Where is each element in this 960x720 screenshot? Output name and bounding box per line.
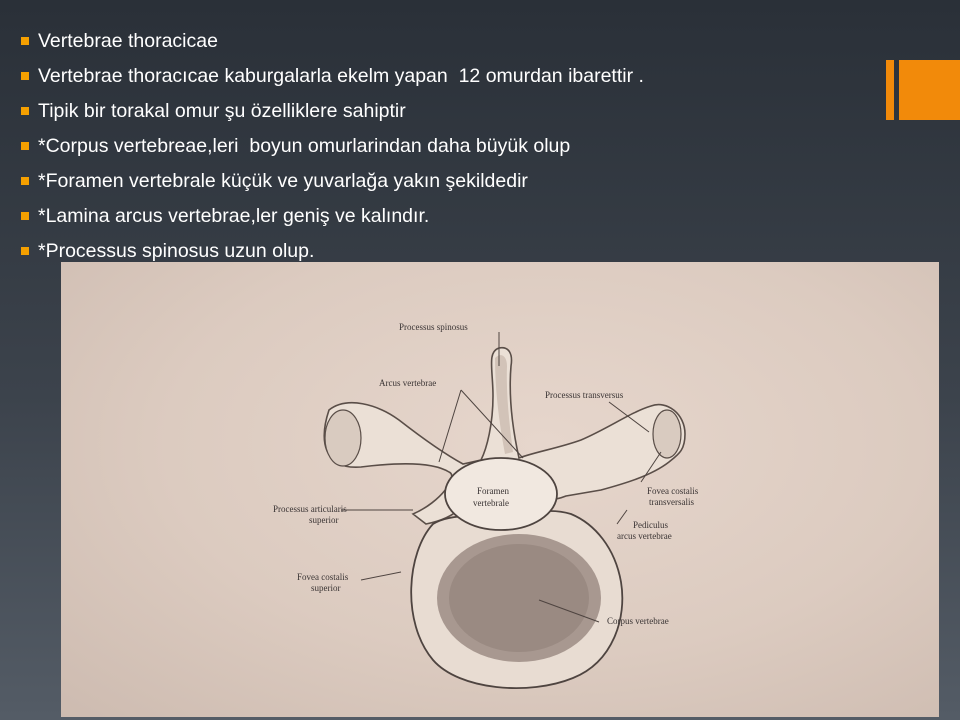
bullet-item (20, 164, 644, 199)
label-foramen-line1: Foramen (477, 486, 509, 496)
bullet-text: Vertebrae thoracıcae kaburgalarla ekelm yapan 12 omurdan ibarettir . (38, 65, 644, 87)
corpus-spongy-inner (449, 544, 589, 652)
bullet-item (20, 59, 644, 94)
square-bullet-icon (21, 212, 29, 220)
accent-bar-block (899, 60, 960, 120)
bullet-item (20, 94, 644, 129)
bullet-list (20, 24, 644, 269)
label-fovea-transversalis-line1: Fovea costalis (647, 486, 699, 496)
bullet-item (20, 129, 644, 164)
label-processus-transversus: Processus transversus (545, 390, 624, 400)
label-arcus-vertebrae: Arcus vertebrae (379, 378, 437, 388)
bullet-text: *Lamina arcus vertebrae,ler geniş ve kalındır. (38, 205, 430, 227)
bullet-text: *Processus spinosus uzun olup. (38, 240, 315, 262)
label-pediculus-line2: arcus vertebrae (617, 531, 672, 541)
vertebra-illustration (61, 262, 939, 717)
bullet-item (20, 24, 644, 59)
bullet-text: *Foramen vertebrale küçük ve yuvarlağa yakın şekildedir (38, 170, 528, 192)
square-bullet-icon (21, 142, 29, 150)
square-bullet-icon (21, 37, 29, 45)
label-foramen-line2: vertebrale (473, 498, 509, 508)
bullet-text: Vertebrae thoracicae (38, 30, 218, 52)
square-bullet-icon (21, 72, 29, 80)
bullet-item (20, 199, 644, 234)
label-pediculus-line1: Pediculus (633, 520, 668, 530)
label-corpus-vertebrae: Corpus vertebrae (607, 616, 669, 626)
square-bullet-icon (21, 107, 29, 115)
bullet-text: *Corpus vertebreae,leri boyun omurlarindan daha büyük olup (38, 135, 571, 157)
label-processus-spinosus: Processus spinosus (399, 322, 468, 332)
square-bullet-icon (21, 177, 29, 185)
label-proc-articularis-line2: superior (309, 515, 339, 525)
transverse-right-end (653, 410, 681, 458)
label-proc-articularis-line1: Processus articularis (273, 504, 347, 514)
square-bullet-icon (21, 247, 29, 255)
label-fovea-transversalis-line2: transversalis (649, 497, 694, 507)
label-fovea-superior-line1: Fovea costalis (297, 572, 349, 582)
transverse-left-end (325, 410, 361, 466)
label-fovea-superior-line2: superior (311, 583, 341, 593)
bullet-text: Tipik bir torakal omur şu özelliklere sahiptir (38, 100, 406, 122)
accent-bar-thin (886, 60, 894, 120)
vertebra-drawing (61, 262, 939, 717)
